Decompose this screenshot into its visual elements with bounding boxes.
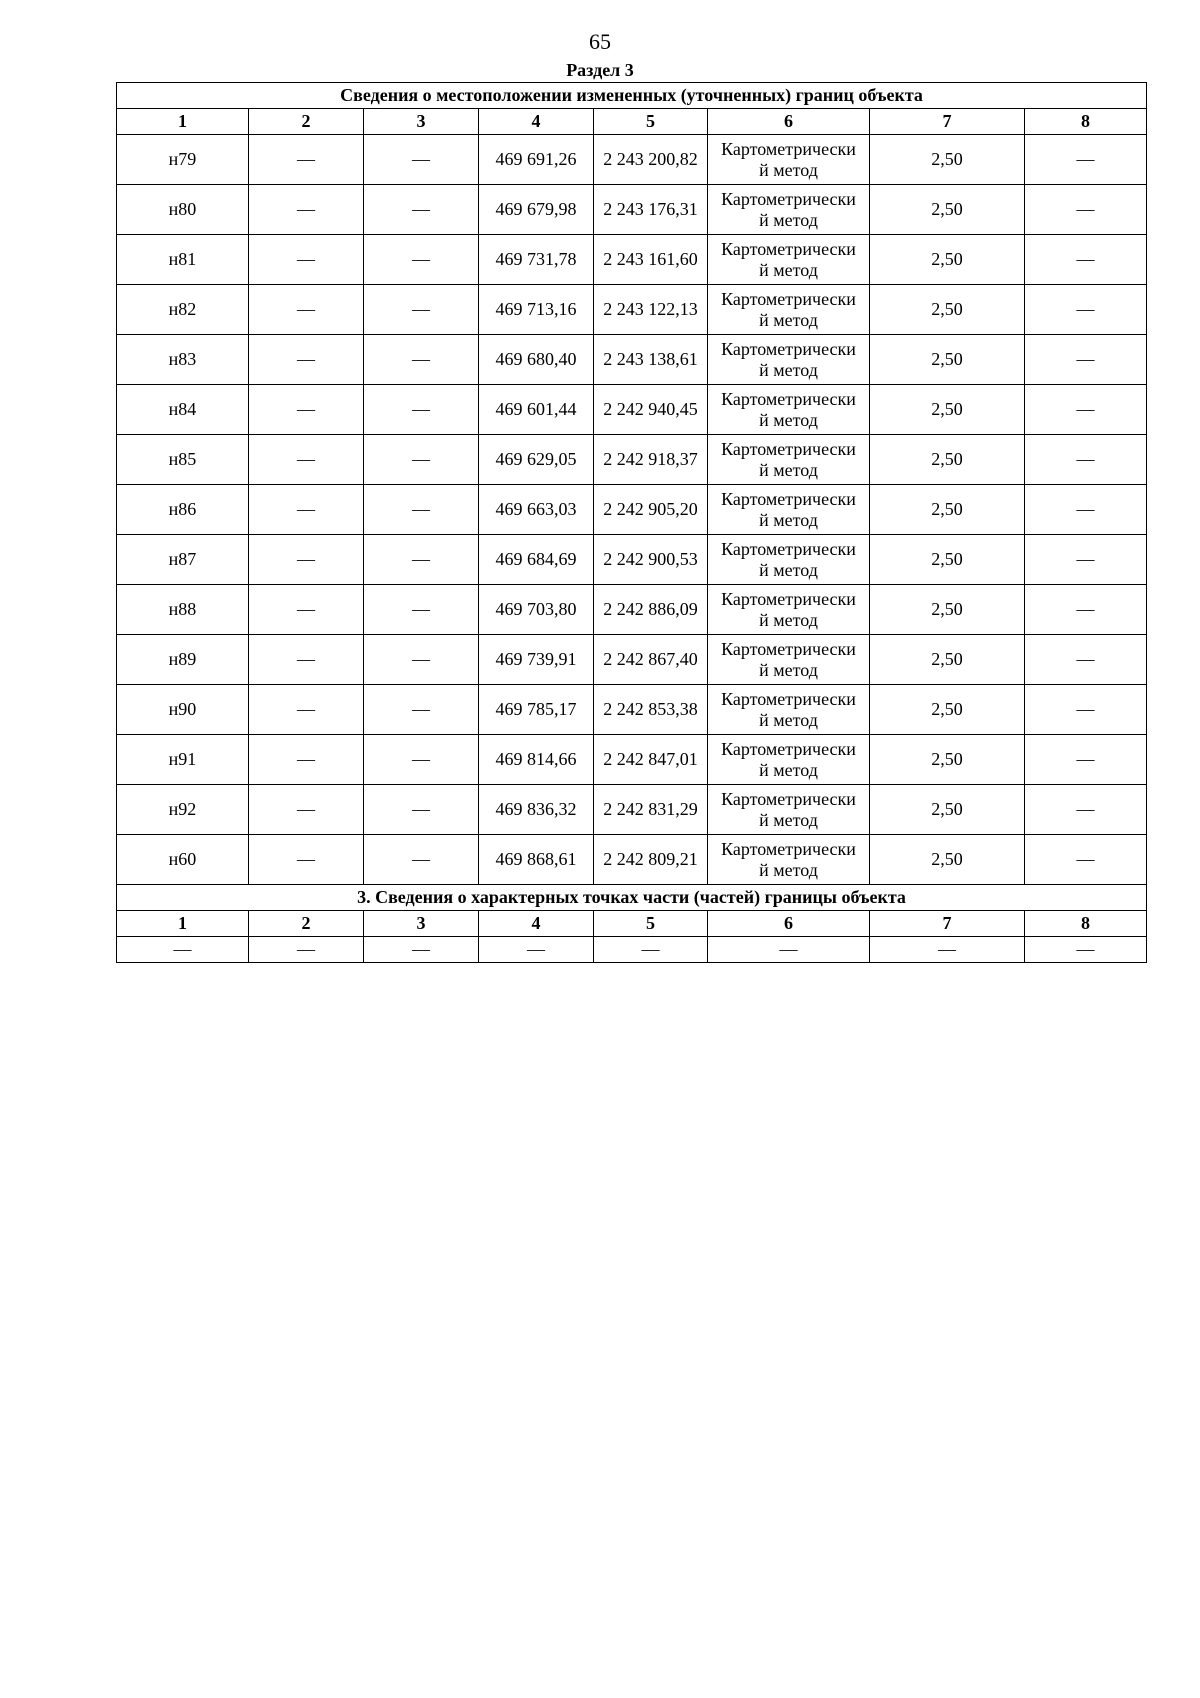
accuracy-cell: 2,50 <box>870 235 1025 285</box>
x-coordinate-cell: 469 731,78 <box>479 235 594 285</box>
method-line-1: Картометрически <box>721 738 856 759</box>
y-coordinate-cell: 2 243 200,82 <box>594 135 708 185</box>
table-row <box>117 685 1147 735</box>
header-cell: 4 <box>479 911 594 937</box>
dash-cell: — <box>249 735 364 785</box>
dash-cell: — <box>708 937 870 963</box>
dash-cell: — <box>249 335 364 385</box>
accuracy-cell: 2,50 <box>870 485 1025 535</box>
table-row <box>117 235 1147 285</box>
table-row <box>117 435 1147 485</box>
accuracy-cell: 2,50 <box>870 285 1025 335</box>
header-cell: 3 <box>364 911 479 937</box>
dash-cell: — <box>364 385 479 435</box>
y-coordinate-cell: 2 243 176,31 <box>594 185 708 235</box>
point-name-cell: н92 <box>117 785 249 835</box>
dash-cell: — <box>117 937 249 963</box>
method-line-1: Картометрически <box>721 488 856 509</box>
dash-cell: — <box>249 535 364 585</box>
y-coordinate-cell: 2 243 122,13 <box>594 285 708 335</box>
dash-cell: — <box>249 435 364 485</box>
method-line-1: Картометрически <box>721 688 856 709</box>
dash-cell: — <box>1025 585 1147 635</box>
table-row <box>117 937 1147 963</box>
header-cell: 6 <box>708 109 870 135</box>
accuracy-cell: 2,50 <box>870 385 1025 435</box>
dash-cell: — <box>364 635 479 685</box>
dash-cell: — <box>364 585 479 635</box>
dash-cell: — <box>249 235 364 285</box>
header-cell: 3 <box>364 109 479 135</box>
table1-header-row <box>117 109 1147 135</box>
method-cell <box>708 335 870 385</box>
table1-title-row <box>117 83 1147 109</box>
y-coordinate-cell: 2 242 905,20 <box>594 485 708 535</box>
method-line-2: й метод <box>759 659 818 680</box>
method-line-2: й метод <box>759 159 818 180</box>
y-coordinate-cell: 2 242 831,29 <box>594 785 708 835</box>
dash-cell: — <box>364 135 479 185</box>
point-name-cell: н89 <box>117 635 249 685</box>
dash-cell: — <box>364 937 479 963</box>
x-coordinate-cell: 469 601,44 <box>479 385 594 435</box>
x-coordinate-cell: 469 684,69 <box>479 535 594 585</box>
x-coordinate-cell: 469 785,17 <box>479 685 594 735</box>
dash-cell: — <box>1025 535 1147 585</box>
dash-cell: — <box>364 535 479 585</box>
dash-cell: — <box>249 285 364 335</box>
dash-cell: — <box>1025 235 1147 285</box>
point-name-cell: н85 <box>117 435 249 485</box>
x-coordinate-cell: 469 713,16 <box>479 285 594 335</box>
accuracy-cell: 2,50 <box>870 335 1025 385</box>
dash-cell: — <box>249 785 364 835</box>
method-line-1: Картометрически <box>721 788 856 809</box>
x-coordinate-cell: 469 679,98 <box>479 185 594 235</box>
x-coordinate-cell: 469 814,66 <box>479 735 594 785</box>
method-line-1: Картометрически <box>721 288 856 309</box>
dash-cell: — <box>364 335 479 385</box>
dash-cell: — <box>249 385 364 435</box>
method-line-2: й метод <box>759 459 818 480</box>
dash-cell: — <box>1025 937 1147 963</box>
dash-cell: — <box>1025 335 1147 385</box>
method-line-2: й метод <box>759 309 818 330</box>
method-line-1: Картометрически <box>721 438 856 459</box>
table-row <box>117 335 1147 385</box>
point-name-cell: н83 <box>117 335 249 385</box>
accuracy-cell: 2,50 <box>870 835 1025 885</box>
dash-cell: — <box>364 235 479 285</box>
dash-cell: — <box>1025 735 1147 785</box>
y-coordinate-cell: 2 242 886,09 <box>594 585 708 635</box>
y-coordinate-cell: 2 242 940,45 <box>594 385 708 435</box>
method-cell <box>708 685 870 735</box>
dash-cell: — <box>1025 185 1147 235</box>
y-coordinate-cell: 2 243 161,60 <box>594 235 708 285</box>
method-line-2: й метод <box>759 509 818 530</box>
x-coordinate-cell: 469 703,80 <box>479 585 594 635</box>
header-cell: 8 <box>1025 109 1147 135</box>
accuracy-cell: 2,50 <box>870 735 1025 785</box>
dash-cell: — <box>1025 485 1147 535</box>
table2-header-row <box>117 911 1147 937</box>
point-name-cell: н82 <box>117 285 249 335</box>
method-line-1: Картометрически <box>721 188 856 209</box>
y-coordinate-cell: 2 242 853,38 <box>594 685 708 735</box>
x-coordinate-cell: 469 868,61 <box>479 835 594 885</box>
x-coordinate-cell: 469 739,91 <box>479 635 594 685</box>
point-name-cell: н91 <box>117 735 249 785</box>
method-cell <box>708 135 870 185</box>
table1-title: Сведения о местоположении измененных (уточненных) границ объекта <box>117 83 1147 109</box>
method-cell <box>708 285 870 335</box>
accuracy-cell: 2,50 <box>870 635 1025 685</box>
point-name-cell: н88 <box>117 585 249 635</box>
dash-cell: — <box>364 435 479 485</box>
table-row <box>117 385 1147 435</box>
method-cell <box>708 435 870 485</box>
y-coordinate-cell: 2 242 867,40 <box>594 635 708 685</box>
dash-cell: — <box>364 285 479 335</box>
method-line-2: й метод <box>759 609 818 630</box>
table-row <box>117 535 1147 585</box>
header-cell: 5 <box>594 109 708 135</box>
method-cell <box>708 785 870 835</box>
section-label: Раздел 3 <box>566 60 634 80</box>
method-line-2: й метод <box>759 409 818 430</box>
dash-cell: — <box>249 185 364 235</box>
table2-title-row <box>117 885 1147 911</box>
header-cell: 8 <box>1025 911 1147 937</box>
header-cell: 6 <box>708 911 870 937</box>
header-cell: 2 <box>249 109 364 135</box>
dash-cell: — <box>364 685 479 735</box>
accuracy-cell: 2,50 <box>870 135 1025 185</box>
x-coordinate-cell: 469 629,05 <box>479 435 594 485</box>
dash-cell: — <box>479 937 594 963</box>
method-cell <box>708 485 870 535</box>
method-cell <box>708 635 870 685</box>
method-line-1: Картометрически <box>721 388 856 409</box>
method-line-1: Картометрически <box>721 238 856 259</box>
method-line-2: й метод <box>759 809 818 830</box>
table-row <box>117 735 1147 785</box>
table-row <box>117 485 1147 535</box>
y-coordinate-cell: 2 242 918,37 <box>594 435 708 485</box>
dash-cell: — <box>1025 385 1147 435</box>
point-name-cell: н60 <box>117 835 249 885</box>
dash-cell: — <box>249 835 364 885</box>
dash-cell: — <box>1025 835 1147 885</box>
accuracy-cell: 2,50 <box>870 685 1025 735</box>
point-name-cell: н81 <box>117 235 249 285</box>
accuracy-cell: 2,50 <box>870 535 1025 585</box>
y-coordinate-cell: 2 242 900,53 <box>594 535 708 585</box>
x-coordinate-cell: 469 691,26 <box>479 135 594 185</box>
point-name-cell: н90 <box>117 685 249 735</box>
dash-cell: — <box>364 835 479 885</box>
method-cell <box>708 385 870 435</box>
dash-cell: — <box>249 635 364 685</box>
method-line-1: Картометрически <box>721 838 856 859</box>
method-cell <box>708 535 870 585</box>
dash-cell: — <box>1025 435 1147 485</box>
point-name-cell: н86 <box>117 485 249 535</box>
method-cell <box>708 835 870 885</box>
method-line-2: й метод <box>759 209 818 230</box>
y-coordinate-cell: 2 242 809,21 <box>594 835 708 885</box>
method-cell <box>708 735 870 785</box>
method-cell <box>708 185 870 235</box>
x-coordinate-cell: 469 663,03 <box>479 485 594 535</box>
header-cell: 2 <box>249 911 364 937</box>
dash-cell: — <box>249 937 364 963</box>
dash-cell: — <box>364 485 479 535</box>
header-cell: 7 <box>870 911 1025 937</box>
x-coordinate-cell: 469 836,32 <box>479 785 594 835</box>
header-cell: 1 <box>117 911 249 937</box>
table-row <box>117 785 1147 835</box>
table-row <box>117 135 1147 185</box>
method-line-1: Картометрически <box>721 338 856 359</box>
point-name-cell: н80 <box>117 185 249 235</box>
method-line-1: Картометрически <box>721 538 856 559</box>
accuracy-cell: 2,50 <box>870 785 1025 835</box>
table-row <box>117 285 1147 335</box>
dash-cell: — <box>1025 635 1147 685</box>
table-row <box>117 185 1147 235</box>
point-name-cell: н84 <box>117 385 249 435</box>
dash-cell: — <box>1025 785 1147 835</box>
y-coordinate-cell: 2 242 847,01 <box>594 735 708 785</box>
accuracy-cell: 2,50 <box>870 185 1025 235</box>
method-line-2: й метод <box>759 259 818 280</box>
dash-cell: — <box>249 485 364 535</box>
method-line-1: Картометрически <box>721 138 856 159</box>
dash-cell: — <box>249 685 364 735</box>
dash-cell: — <box>364 185 479 235</box>
x-coordinate-cell: 469 680,40 <box>479 335 594 385</box>
dash-cell: — <box>364 785 479 835</box>
y-coordinate-cell: 2 243 138,61 <box>594 335 708 385</box>
header-cell: 1 <box>117 109 249 135</box>
accuracy-cell: 2,50 <box>870 585 1025 635</box>
method-line-2: й метод <box>759 859 818 880</box>
method-line-2: й метод <box>759 559 818 580</box>
dash-cell: — <box>364 735 479 785</box>
method-line-2: й метод <box>759 759 818 780</box>
dash-cell: — <box>1025 685 1147 735</box>
method-line-2: й метод <box>759 709 818 730</box>
header-cell: 7 <box>870 109 1025 135</box>
table-row <box>117 585 1147 635</box>
dash-cell: — <box>870 937 1025 963</box>
method-line-1: Картометрически <box>721 588 856 609</box>
method-cell <box>708 585 870 635</box>
method-cell <box>708 235 870 285</box>
method-line-1: Картометрически <box>721 638 856 659</box>
table-row <box>117 635 1147 685</box>
coordinates-table <box>116 82 1147 963</box>
dash-cell: — <box>249 135 364 185</box>
point-name-cell: н87 <box>117 535 249 585</box>
header-cell: 4 <box>479 109 594 135</box>
dash-cell: — <box>1025 285 1147 335</box>
accuracy-cell: 2,50 <box>870 435 1025 485</box>
table2-title: 3. Сведения о характерных точках части (частей) границы объекта <box>117 885 1147 911</box>
point-name-cell: н79 <box>117 135 249 185</box>
dash-cell: — <box>249 585 364 635</box>
table-row <box>117 835 1147 885</box>
method-line-2: й метод <box>759 359 818 380</box>
header-cell: 5 <box>594 911 708 937</box>
dash-cell: — <box>594 937 708 963</box>
dash-cell: — <box>1025 135 1147 185</box>
page-number: 65 <box>589 29 611 54</box>
